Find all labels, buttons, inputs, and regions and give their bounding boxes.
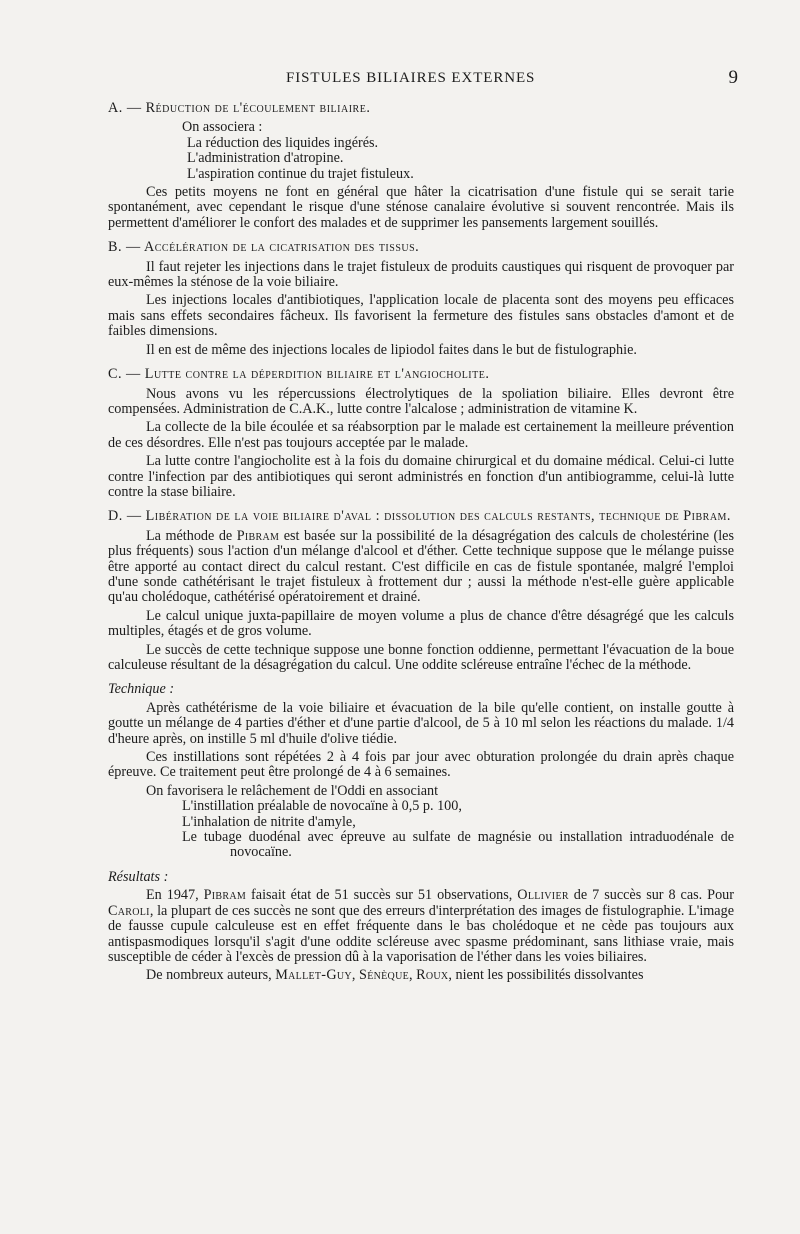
- list-item: L'administration d'atropine.: [187, 150, 344, 167]
- paragraph: [108, 888, 734, 965]
- section-a-heading: A. — Réduction de l'écoulement biliaire.: [108, 100, 371, 116]
- technique-heading: Technique :: [108, 681, 175, 698]
- paragraph: Le succès de cette technique suppose une bonne fonction oddienne, permettant l'évacuation de la boue calculeuse résultant de la désagrégation du calcul. Une oddite scléreuse entraîne l'échec de la méthode.: [108, 641, 734, 673]
- author-name: Ollivier: [517, 887, 569, 904]
- paragraph: Il en est de même des injections locales de lipiodol faites dans le but de fistulographie.: [146, 341, 637, 358]
- page-header: [108, 67, 738, 92]
- section-a-intro: On associera :: [182, 119, 263, 136]
- list-item: L'aspiration continue du trajet fistuleux.: [187, 165, 414, 182]
- author-name: Mallet-Guy: [275, 967, 352, 984]
- author-name: Caroli: [108, 902, 150, 919]
- paragraph: La collecte de la bile écoulée et sa réabsorption par le malade est certainement la meilleure prévention de ces désordres. Elle n'est pas toujours acceptée par le malade.: [108, 419, 734, 451]
- running-title: FISTULES BILIAIRES EXTERNES: [286, 70, 536, 86]
- resultats-heading: Résultats :: [108, 868, 169, 885]
- paragraph: Les injections locales d'antibiotiques, l'application locale de placenta sont des moyens peu efficaces mais sans effets secondaires fâcheux. Ils favorisent la fermeture des fistules sans obstacles d'amont et de faibles dimensions.: [108, 292, 734, 340]
- text-run: De nombreux auteurs,: [146, 967, 276, 984]
- paragraph: Après cathétérisme de la voie biliaire et évacuation de la bile qu'elle contient, on installe goutte à goutte un mélange de 4 parties d'éther et d'une partie d'alcool, de 5 à 10 ml selon les réactions du malade. 1/4 d'heure après, on instille 5 ml d'huile d'olive tiédie.: [108, 699, 734, 747]
- author-name: Roux: [416, 967, 449, 984]
- list-item: L'instillation préalable de novocaïne à 0,5 p. 100,: [182, 798, 462, 815]
- paragraph: Il faut rejeter les injections dans le trajet fistuleux de produits caustiques qui risquent de provoquer par eux-mêmes la sténose de la voie biliaire.: [108, 258, 734, 291]
- author-name: Pibram: [236, 527, 280, 544]
- section-d-heading: D. — Libération de la voie biliaire d'aval : dissolution des calculs restants, technique de Pibram.: [108, 508, 731, 525]
- page-body: [108, 101, 734, 984]
- paragraph: Nous avons vu les répercussions électrolytiques de la spoliation biliaire. Elles devront être compensées. Administration de C.A.K., lutte contre l'alcalose ; administration de vitamine K.: [108, 385, 734, 417]
- text-run: La méthode de: [146, 527, 237, 544]
- list-item: L'inhalation de nitrite d'amyle,: [182, 813, 356, 830]
- list-item: Le tubage duodénal avec épreuve au sulfate de magnésie ou installation intraduodénale de novocaïne.: [182, 829, 734, 861]
- text-run: de 7 succès sur 8 cas. Pour: [568, 887, 734, 904]
- paragraph: Le calcul unique juxta-papillaire de moyen volume a plus de chance d'être désagrégé que les calculs multiples, étagés et de gros volume.: [108, 607, 734, 640]
- section-c-heading: C. — Lutte contre la déperdition biliaire et l'angiocholite.: [108, 366, 490, 383]
- text-run: En 1947,: [146, 887, 204, 904]
- text-run: ,: [409, 967, 417, 984]
- author-name: Sénèque: [359, 967, 409, 984]
- paragraph: [108, 968, 734, 983]
- paragraph: Ces instillations sont répétées 2 à 4 fois par jour avec obturation prolongée du drain après chaque épreuve. Ce traitement peut être prolongé de 4 à 6 semaines.: [108, 749, 734, 781]
- list-item: La réduction des liquides ingérés.: [187, 134, 379, 151]
- paragraph: On favorisera le relâchement de l'Oddi en associant: [146, 782, 439, 799]
- author-name: Pibram: [203, 887, 247, 904]
- text-run: ,: [351, 967, 360, 984]
- section-b-heading: B. — Accélération de la cicatrisation des tissus.: [108, 239, 420, 256]
- text-run: faisait état de 51 succès sur 51 observations,: [246, 887, 518, 904]
- paragraph: La lutte contre l'angiocholite est à la fois du domaine chirurgical et du domaine médical. Celui-ci lutte contre l'infection par des antibiotiques qui seront administrés en fonction d'un antibiogramme, celui-là lutte contre la stase biliaire.: [108, 453, 734, 500]
- text-run: , la plupart de ces succès ne sont que des erreurs d'interprétation des images de fistulographie. L'image de fausse cupule calculeuse est en effet fréquente dans le bas cholédoque et ne cède pas toujours aux antispasmodiques lorsqu'il s'agit d'une oddite scléreuse avec spasme prédominant, sans lithiase vraie, mais susceptible de céder à l'excès de pression dû à la vaporisation de l'éther dans les voies biliaires.: [108, 902, 734, 965]
- text-run: est basée sur la possibilité de la désagrégation des calculs de cholestérine (les plus fréquents) sous l'action d'un mélange d'alcool et d'éther. Cette technique suppose que le mélange puisse être apporté au contact direct du calcul restant. C'est difficile en cas de fistule spontanée, malgré l'emploi d'une sonde cathétérisant le trajet fistuleux à frottement dur ; aussi la méthode n'est-elle guère applicable qu'au cholédoque, cathétérisé opératoirement et drainé.: [108, 527, 734, 606]
- paragraph: [108, 529, 734, 606]
- paragraph: Ces petits moyens ne font en général que hâter la cicatrisation d'une fistule qui se serait tarie spontanément, avec cependant le risque d'une sténose canalaire évolutive si souvent rencontrée. Mais ils permettent d'améliorer le confort des malades et de supprimer les pansements largement souillés.: [108, 184, 734, 231]
- text-run: , nient les possibilités dissolvantes: [448, 967, 644, 984]
- page-number: 9: [728, 67, 738, 88]
